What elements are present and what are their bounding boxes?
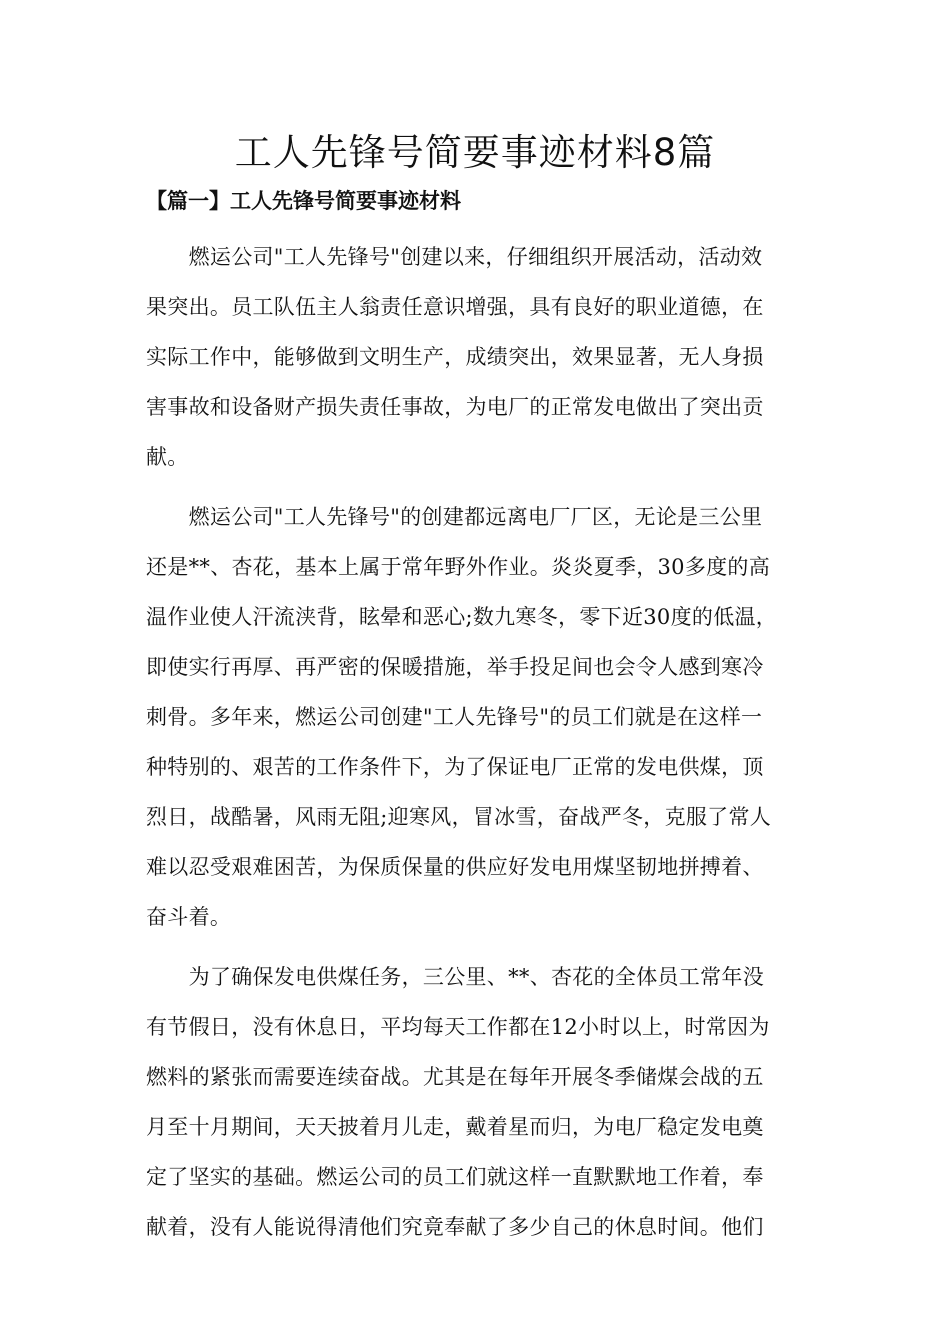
section-heading: 【篇一】工人先锋号简要事迹材料: [146, 188, 461, 213]
paragraph-1: [146, 232, 826, 482]
text-line: 月至十月期间，天天披着月儿走，戴着星而归，为电厂稳定发电奠: [146, 1115, 764, 1139]
text-line: 温作业使人汗流浃背，眩晕和恶心;数九寒冬，零下近30度的低温，: [146, 605, 778, 629]
text-line: 实际工作中，能够做到文明生产，成绩突出，效果显著，无人身损: [146, 345, 764, 369]
text-line: 献着，没有人能说得清他们究竟奉献了多少自己的休息时间。他们: [146, 1215, 764, 1239]
text-line: 有节假日，没有休息日，平均每天工作都在12小时以上，时常因为: [146, 1015, 770, 1039]
text-line: 刺骨。多年来，燃运公司创建"工人先锋号"的员工们就是在这样一: [146, 705, 763, 729]
text-line: 还是**、杏花，基本上属于常年野外作业。炎炎夏季，30多度的高: [146, 555, 771, 579]
text-line: 燃运公司"工人先锋号"创建以来，仔细组织开展活动，活动效: [146, 245, 763, 269]
document-title: 工人先锋号简要事迹材料8篇: [234, 131, 716, 174]
text-line: 种特别的、艰苦的工作条件下，为了保证电厂正常的发电供煤，顶: [146, 755, 764, 779]
text-line: 难以忍受艰难困苦，为保质保量的供应好发电用煤坚韧地拼搏着、: [146, 855, 764, 879]
document-body: [146, 232, 826, 1252]
text-line: 奋斗着。: [146, 905, 232, 929]
text-line: 害事故和设备财产损失责任事故，为电厂的正常发电做出了突出贡: [146, 395, 764, 419]
text-line: 烈日，战酷暑，风雨无阻;迎寒风，冒冰雪，奋战严冬，克服了常人: [146, 805, 772, 829]
text-line: 献。: [146, 445, 189, 469]
text-line: 燃运公司"工人先锋号"的创建都远离电厂厂区，无论是三公里: [146, 505, 763, 529]
text-line: 果突出。员工队伍主人翁责任意识增强，具有良好的职业道德，在: [146, 295, 764, 319]
text-line: 定了坚实的基础。燃运公司的员工们就这样一直默默地工作着，奉: [146, 1165, 764, 1189]
text-line: 即使实行再厚、再严密的保暖措施，举手投足间也会令人感到寒冷: [146, 655, 764, 679]
paragraph-3: [146, 952, 826, 1252]
text-line: 燃料的紧张而需要连续奋战。尤其是在每年开展冬季储煤会战的五: [146, 1065, 764, 1089]
paragraph-2: [146, 492, 826, 942]
text-line: 为了确保发电供煤任务，三公里、**、杏花的全体员工常年没: [146, 965, 764, 989]
